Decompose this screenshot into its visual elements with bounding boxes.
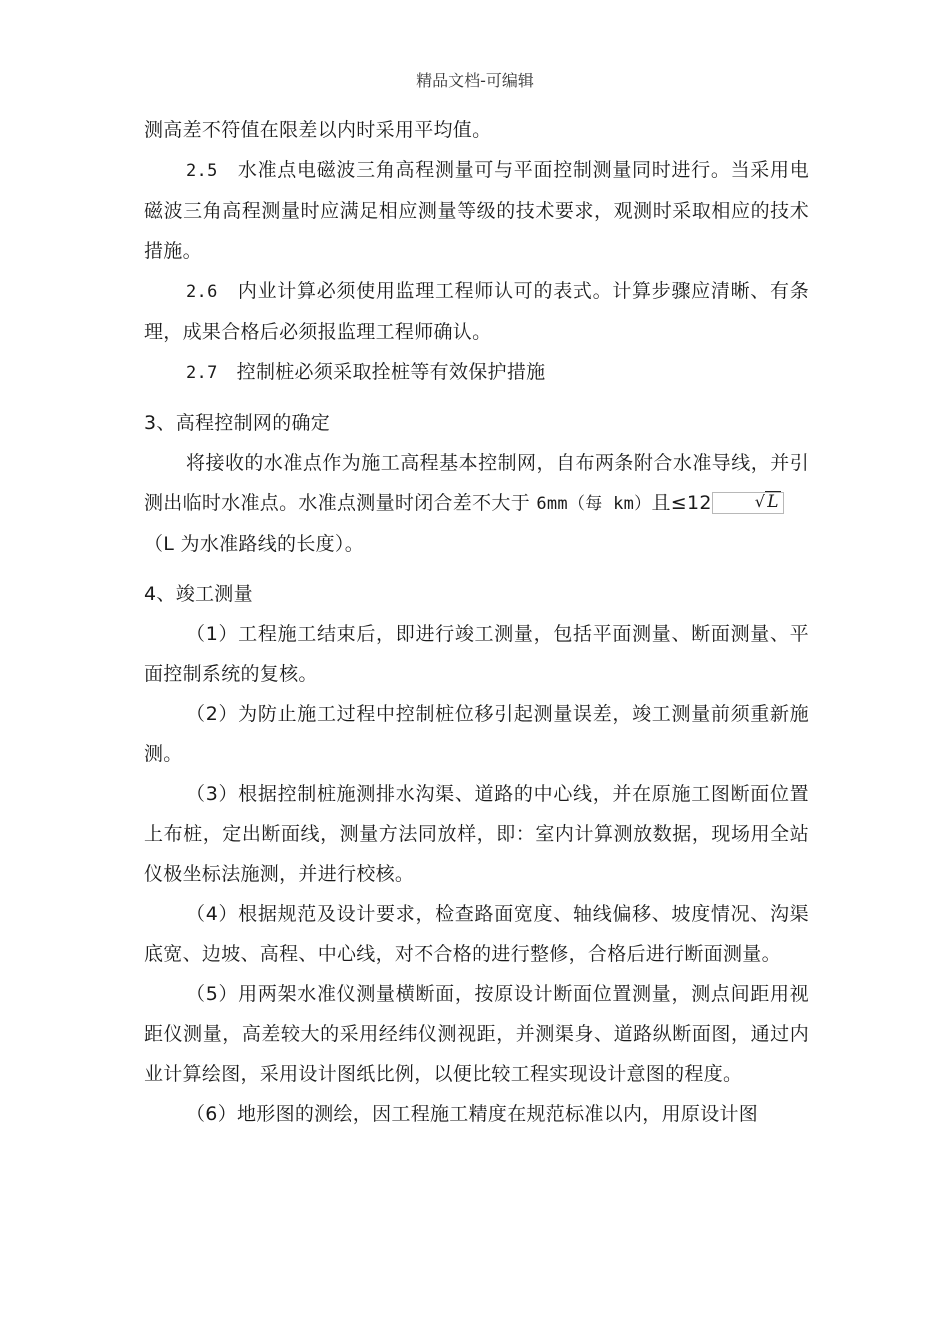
paragraph-text: 测高差不符值在限差以内时采用平均值。 <box>144 119 492 141</box>
section-4-item-6: （6）地形图的测绘，因工程施工精度在规范标准以内，用原设计图 <box>186 1103 759 1125</box>
clause-number: 2.5 <box>186 161 218 181</box>
paragraph-continuation <box>144 110 809 150</box>
clause-2-5 <box>144 150 809 271</box>
sqrt-symbol: √ <box>754 492 766 511</box>
section-4-item-4: （4）根据规范及设计要求，检查路面宽度、轴线偏移、坡度情况、沟渠底宽、边坡、高程、中心线，对不合格的进行整修，合格后进行断面测量。 <box>144 903 809 965</box>
document-body <box>144 110 809 1134</box>
section-4-item-3: （3）根据控制桩施测排水沟渠、道路的中心线，并在原施工图断面位置上布桩，定出断面线，测量方法同放样，即：室内计算测放数据，现场用全站仪极坐标法施测，并进行校核。 <box>144 783 809 885</box>
section-4-item-1: （1）工程施工结束后，即进行竣工测量，包括平面测量、断面测量、平面控制系统的复核。 <box>144 623 809 685</box>
clause-text: 水准点电磁波三角高程测量可与平面控制测量同时进行。当采用电磁波三角高程测量时应满足相应测量等级的技术要求，观测时采取相应的技术措施。 <box>144 159 809 262</box>
tolerance-value: 6mm（每 km） <box>536 494 652 514</box>
clause-2-7 <box>144 352 809 393</box>
clause-text: 内业计算必须使用监理工程师认可的表式。计算步骤应清晰、有条理，成果合格后必须报监理工程师确认。 <box>144 280 809 343</box>
paragraph-text: 将接收的水准点作为施工高程基本控制网，自布两条附合水准导线，并引测出临时水准点。水准点测量时闭合差不大于 <box>144 452 809 514</box>
clause-2-6 <box>144 271 809 352</box>
section-3-heading: 3、高程控制网的确定 <box>144 412 331 434</box>
section-3-paragraph <box>144 443 809 564</box>
sqrt-formula <box>712 492 784 514</box>
clause-number: 2.7 <box>186 363 218 383</box>
paragraph-text: （L 为水准路线的长度）。 <box>144 533 365 555</box>
clause-text: 控制桩必须采取拴桩等有效保护措施 <box>236 361 546 383</box>
page-header: 精品文档-可编辑 <box>416 71 534 90</box>
section-4-item-5: （5）用两架水准仪测量横断面，按原设计断面位置测量，测点间距用视距仪测量，高差较大的采用经纬仪测视距，并测渠身、道路纵断面图，通过内业计算绘图，采用设计图纸比例，以便比较工程实现设计意图的程度。 <box>144 983 809 1085</box>
sqrt-argument: L <box>767 492 779 512</box>
section-4-heading: 4、竣工测量 <box>144 583 253 605</box>
tolerance-formula-prefix: 且≤12 <box>651 492 712 514</box>
section-4-item-2: （2）为防止施工过程中控制桩位移引起测量误差，竣工测量前须重新施测。 <box>144 703 809 765</box>
clause-number: 2.6 <box>186 282 218 302</box>
